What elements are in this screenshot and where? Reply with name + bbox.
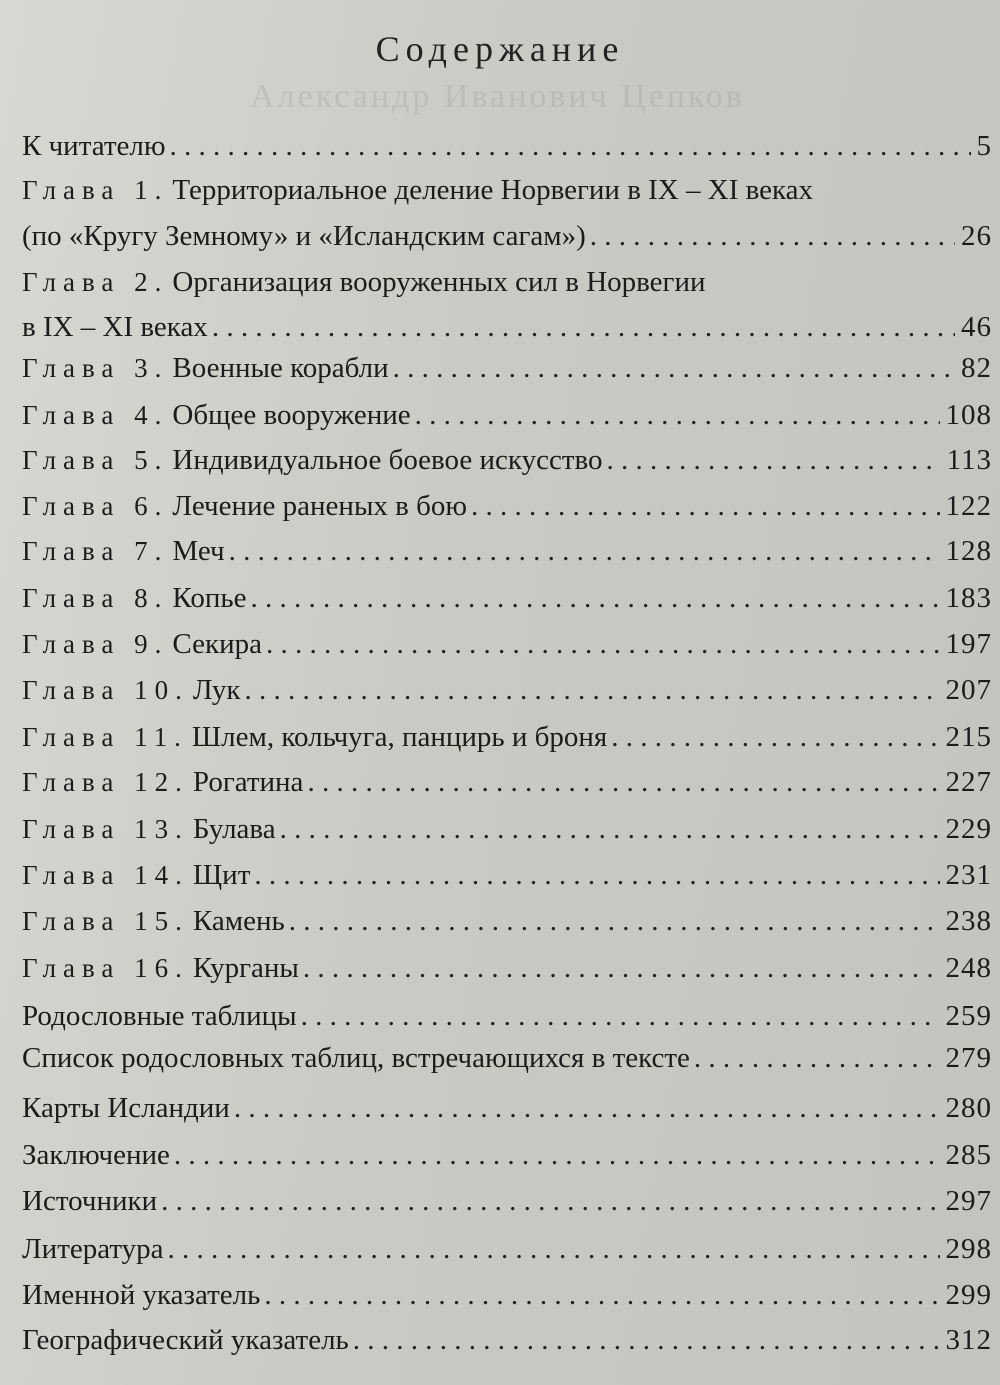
dot-leader	[264, 1277, 939, 1313]
page-number: 298	[945, 1233, 992, 1265]
dot-leader	[307, 764, 939, 800]
toc-entry[interactable]	[22, 1277, 992, 1313]
page-number: 299	[945, 1279, 992, 1311]
chapter-label: Глава 5.	[22, 445, 169, 475]
dot-leader	[170, 128, 971, 164]
toc-entry[interactable]	[22, 1183, 992, 1219]
toc-entry[interactable]	[22, 442, 992, 478]
dot-leader	[161, 1183, 939, 1219]
page-number: 215	[945, 721, 992, 753]
toc-entry-title-continued: (по «Кругу Земному» и «Исландским сагам»)	[22, 220, 586, 252]
toc-entry-title: Общее вооружение	[172, 399, 411, 431]
page-number: 46	[961, 311, 992, 343]
page-number: 197	[945, 628, 992, 660]
toc-entry[interactable]	[22, 218, 992, 254]
toc-entry[interactable]	[22, 950, 992, 986]
toc-entry-title: Курганы	[192, 952, 299, 984]
page-number: 5	[976, 130, 992, 162]
toc-entry-title-continued: в IX – XI веках	[22, 311, 208, 343]
toc-entry-title: Родословные таблицы	[22, 1000, 297, 1032]
dot-leader	[212, 309, 955, 345]
toc-entry[interactable]	[22, 764, 992, 800]
toc-entry-title: Территориальное деление Норвегии в IX – XI веках	[172, 174, 814, 206]
toc-entry-title: Заключение	[22, 1139, 170, 1171]
chapter-label: Глава 2.	[22, 267, 169, 297]
dot-leader	[303, 950, 940, 986]
page-number: 280	[945, 1092, 992, 1124]
toc-entry-title: Меч	[172, 535, 225, 567]
chapter-label: Глава 11.	[22, 722, 188, 752]
page-number: 248	[945, 952, 992, 984]
toc-entry-title: Карты Исландии	[22, 1092, 230, 1124]
page-number: 108	[945, 399, 992, 431]
dot-leader	[229, 533, 940, 569]
chapter-label: Глава 10.	[22, 675, 189, 705]
toc-entry[interactable]	[22, 488, 992, 524]
toc-entry-title: Секира	[172, 628, 262, 660]
dot-leader	[280, 811, 940, 847]
page-number: 26	[961, 220, 992, 252]
page-number: 229	[945, 813, 992, 845]
dot-leader	[611, 719, 939, 755]
dot-leader	[590, 218, 955, 254]
toc-entry[interactable]	[22, 719, 992, 755]
toc-entry-title: Организация вооруженных сил в Норвегии	[172, 266, 706, 298]
toc-entry[interactable]	[22, 626, 992, 662]
toc-entry-title: Щит	[192, 859, 251, 891]
chapter-label: Глава 8.	[22, 583, 169, 613]
page-number: 297	[945, 1185, 992, 1217]
dot-leader	[254, 857, 939, 893]
toc-entry-title: Шлем, кольчуга, панцирь и броня	[191, 721, 608, 753]
dot-leader	[289, 903, 940, 939]
chapter-label: Глава 13.	[22, 814, 189, 844]
toc-entry-title: Список родословных таблиц, встречающихся в тексте	[22, 1042, 690, 1074]
toc-entry[interactable]	[22, 672, 992, 708]
toc-entry[interactable]	[22, 1137, 992, 1173]
toc-entry-line	[22, 172, 813, 208]
page-number: 122	[945, 490, 992, 522]
toc-entry[interactable]	[22, 1040, 992, 1076]
dot-leader	[168, 1231, 940, 1267]
toc-entry[interactable]	[22, 309, 992, 345]
dot-leader	[174, 1137, 940, 1173]
toc-entry-title: Лук	[192, 674, 241, 706]
dot-leader	[244, 672, 939, 708]
page-number: 183	[945, 582, 992, 614]
dot-leader	[250, 580, 939, 616]
toc-entry[interactable]	[22, 128, 992, 164]
toc-entry-title: Булава	[192, 813, 276, 845]
toc-entry[interactable]	[22, 903, 992, 939]
toc-entry-title: Копье	[172, 582, 247, 614]
toc-entry[interactable]	[22, 350, 992, 386]
page-number: 312	[945, 1324, 992, 1356]
toc-entry[interactable]	[22, 580, 992, 616]
toc-entry-title: Источники	[22, 1185, 158, 1217]
chapter-label: Глава 1.	[22, 175, 169, 205]
toc-entry[interactable]	[22, 998, 992, 1034]
dot-leader	[266, 626, 940, 662]
dot-leader	[471, 488, 939, 524]
chapter-label: Глава 4.	[22, 400, 169, 430]
page-number: 279	[945, 1042, 992, 1074]
toc-entry[interactable]	[22, 1322, 992, 1358]
page-title: Содержание	[375, 29, 625, 69]
toc-entry[interactable]	[22, 811, 992, 847]
page-number: 82	[961, 352, 992, 384]
page-number: 238	[945, 905, 992, 937]
dot-leader	[694, 1040, 940, 1076]
toc-entry-title: Военные корабли	[172, 352, 389, 384]
dot-leader	[353, 1322, 940, 1358]
toc-entry-title: Индивидуальное боевое искусство	[172, 444, 603, 476]
page-number: 227	[945, 766, 992, 798]
chapter-label: Глава 7.	[22, 536, 169, 566]
dot-leader	[393, 350, 955, 386]
chapter-label: Глава 9.	[22, 629, 169, 659]
dot-leader	[301, 998, 940, 1034]
toc-entry[interactable]	[22, 857, 992, 893]
page-number: 128	[945, 535, 992, 567]
toc-entry-line	[22, 264, 705, 300]
chapter-label: Глава 15.	[22, 906, 189, 936]
toc-entry-title: К читателю	[22, 130, 166, 162]
toc-entry[interactable]	[22, 397, 992, 433]
page-number: 113	[946, 444, 992, 476]
dot-leader	[234, 1090, 940, 1126]
toc-entry[interactable]	[22, 1231, 992, 1267]
chapter-label: Глава 6.	[22, 491, 169, 521]
bleed-through-text: Александр Иванович Цепков	[250, 78, 745, 115]
toc-entry-title: Лечение раненых в бою	[172, 490, 468, 522]
dot-leader	[607, 442, 941, 478]
toc-entry[interactable]	[22, 1090, 992, 1126]
page-number: 231	[945, 859, 992, 891]
chapter-label: Глава 3.	[22, 353, 169, 383]
page-number: 207	[945, 674, 992, 706]
page-number: 285	[945, 1139, 992, 1171]
chapter-label: Глава 16.	[22, 953, 189, 983]
page-number: 259	[945, 1000, 992, 1032]
toc-entry-title: Рогатина	[192, 766, 304, 798]
toc-entry-title: Камень	[192, 905, 285, 937]
toc-entry-title: Литература	[22, 1233, 164, 1265]
chapter-label: Глава 14.	[22, 860, 189, 890]
toc-entry-title: Географический указатель	[22, 1324, 349, 1356]
chapter-label: Глава 12.	[22, 767, 189, 797]
toc-entry-title: Именной указатель	[22, 1279, 261, 1311]
dot-leader	[415, 397, 940, 433]
toc-entry[interactable]	[22, 533, 992, 569]
